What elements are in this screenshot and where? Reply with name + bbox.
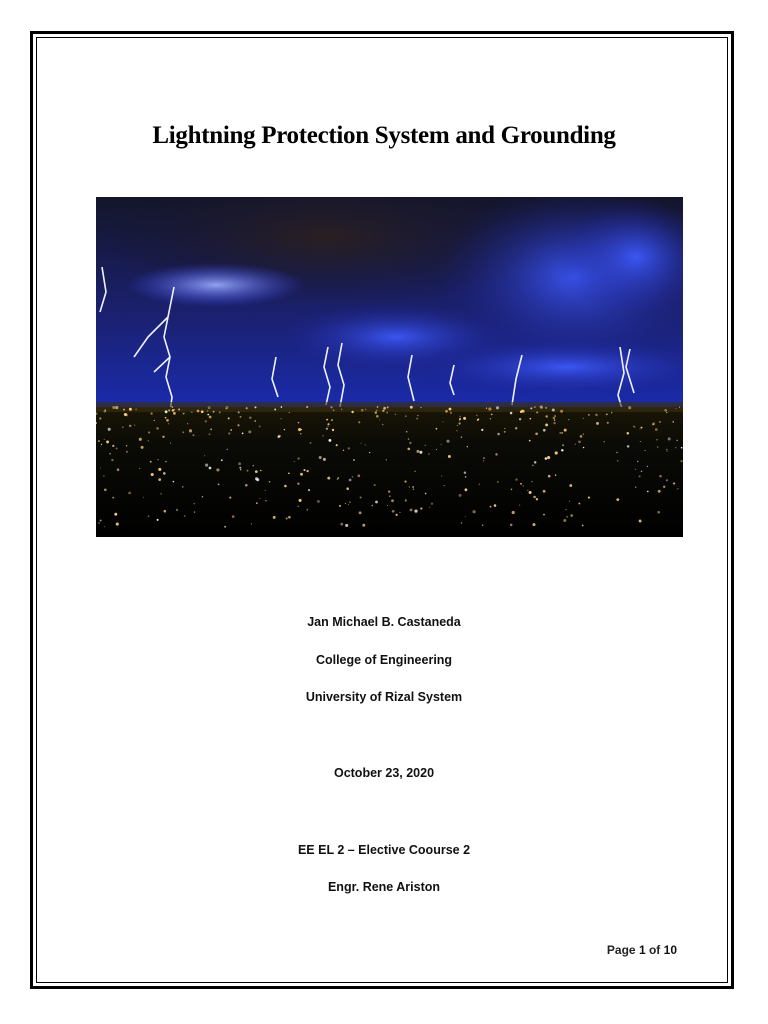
- page-number-footer: [607, 943, 677, 957]
- current-page: 1: [638, 943, 646, 957]
- page-word: Page: [606, 943, 636, 957]
- university-name: University of Rizal System: [305, 690, 463, 704]
- cover-image-lightning-city: [96, 197, 683, 537]
- total-pages: 10: [663, 943, 677, 957]
- instructor-name: Engr. Rene Ariston: [327, 880, 441, 894]
- course-name: EE EL 2 – Elective Coourse 2: [297, 843, 471, 857]
- of-word: of: [648, 943, 661, 957]
- author-name: Jan Michael B. Castaneda: [307, 615, 461, 629]
- college-name: College of Engineering: [315, 653, 453, 667]
- lightning-storm-illustration: [96, 197, 683, 537]
- submission-date: October 23, 2020: [333, 766, 435, 780]
- document-title: Lightning Protection System and Grounding: [152, 122, 616, 149]
